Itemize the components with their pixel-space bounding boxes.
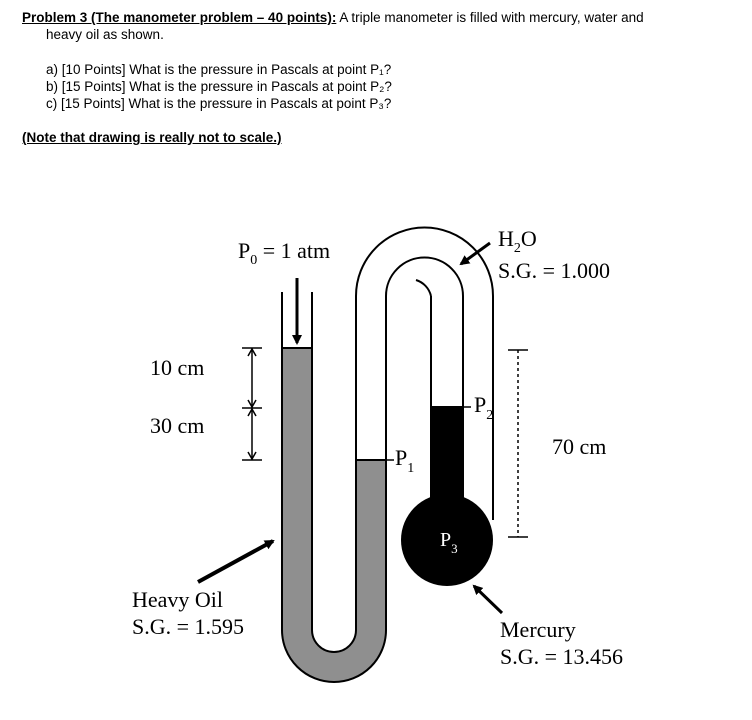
- problem-intro-line1: A triple manometer is filled with mercury, water and: [336, 10, 644, 25]
- water-formula: $H_2O$: [498, 226, 537, 256]
- question-a: a) [10 Points] What is the pressure in Pascals at point P₁?: [46, 62, 392, 77]
- scale-note: (Note that drawing is really not to scale.): [22, 130, 282, 145]
- mercury-sg: S.G. = 13.456: [500, 644, 624, 669]
- p0-label: $P_0 = 1$ atm: [238, 238, 331, 268]
- water-pointer-arrow: [461, 243, 490, 264]
- dim-30-label: 30 cm: [150, 413, 205, 438]
- mercury-column: [431, 407, 463, 507]
- question-b: b) [15 Points] What is the pressure in Pascals at point P₂?: [46, 79, 392, 94]
- oil-name: Heavy Oil: [132, 587, 224, 612]
- oil-sg: S.G. = 1.595: [132, 614, 245, 639]
- p1-label: $P_1$: [395, 445, 415, 476]
- dim-70-label: 70 cm: [552, 434, 607, 459]
- dimension-left: [242, 348, 262, 460]
- dim-10-label: 10 cm: [150, 355, 205, 380]
- question-c: c) [15 Points] What is the pressure in Pascals at point P₃?: [46, 96, 392, 111]
- p3-label: $P_3$: [440, 529, 458, 556]
- water-sg: S.G. = 1.000: [498, 258, 611, 283]
- mercury-name: Mercury: [500, 617, 576, 642]
- problem-intro-line2: heavy oil as shown.: [46, 27, 164, 42]
- oil-pointer-arrow: [198, 541, 273, 582]
- mercury-pointer-arrow: [474, 586, 502, 613]
- problem-heading: Problem 3 (The manometer problem – 40 points):: [22, 10, 337, 25]
- p2-label: $P_2$: [474, 392, 494, 423]
- heavy-oil-fill: [282, 348, 386, 682]
